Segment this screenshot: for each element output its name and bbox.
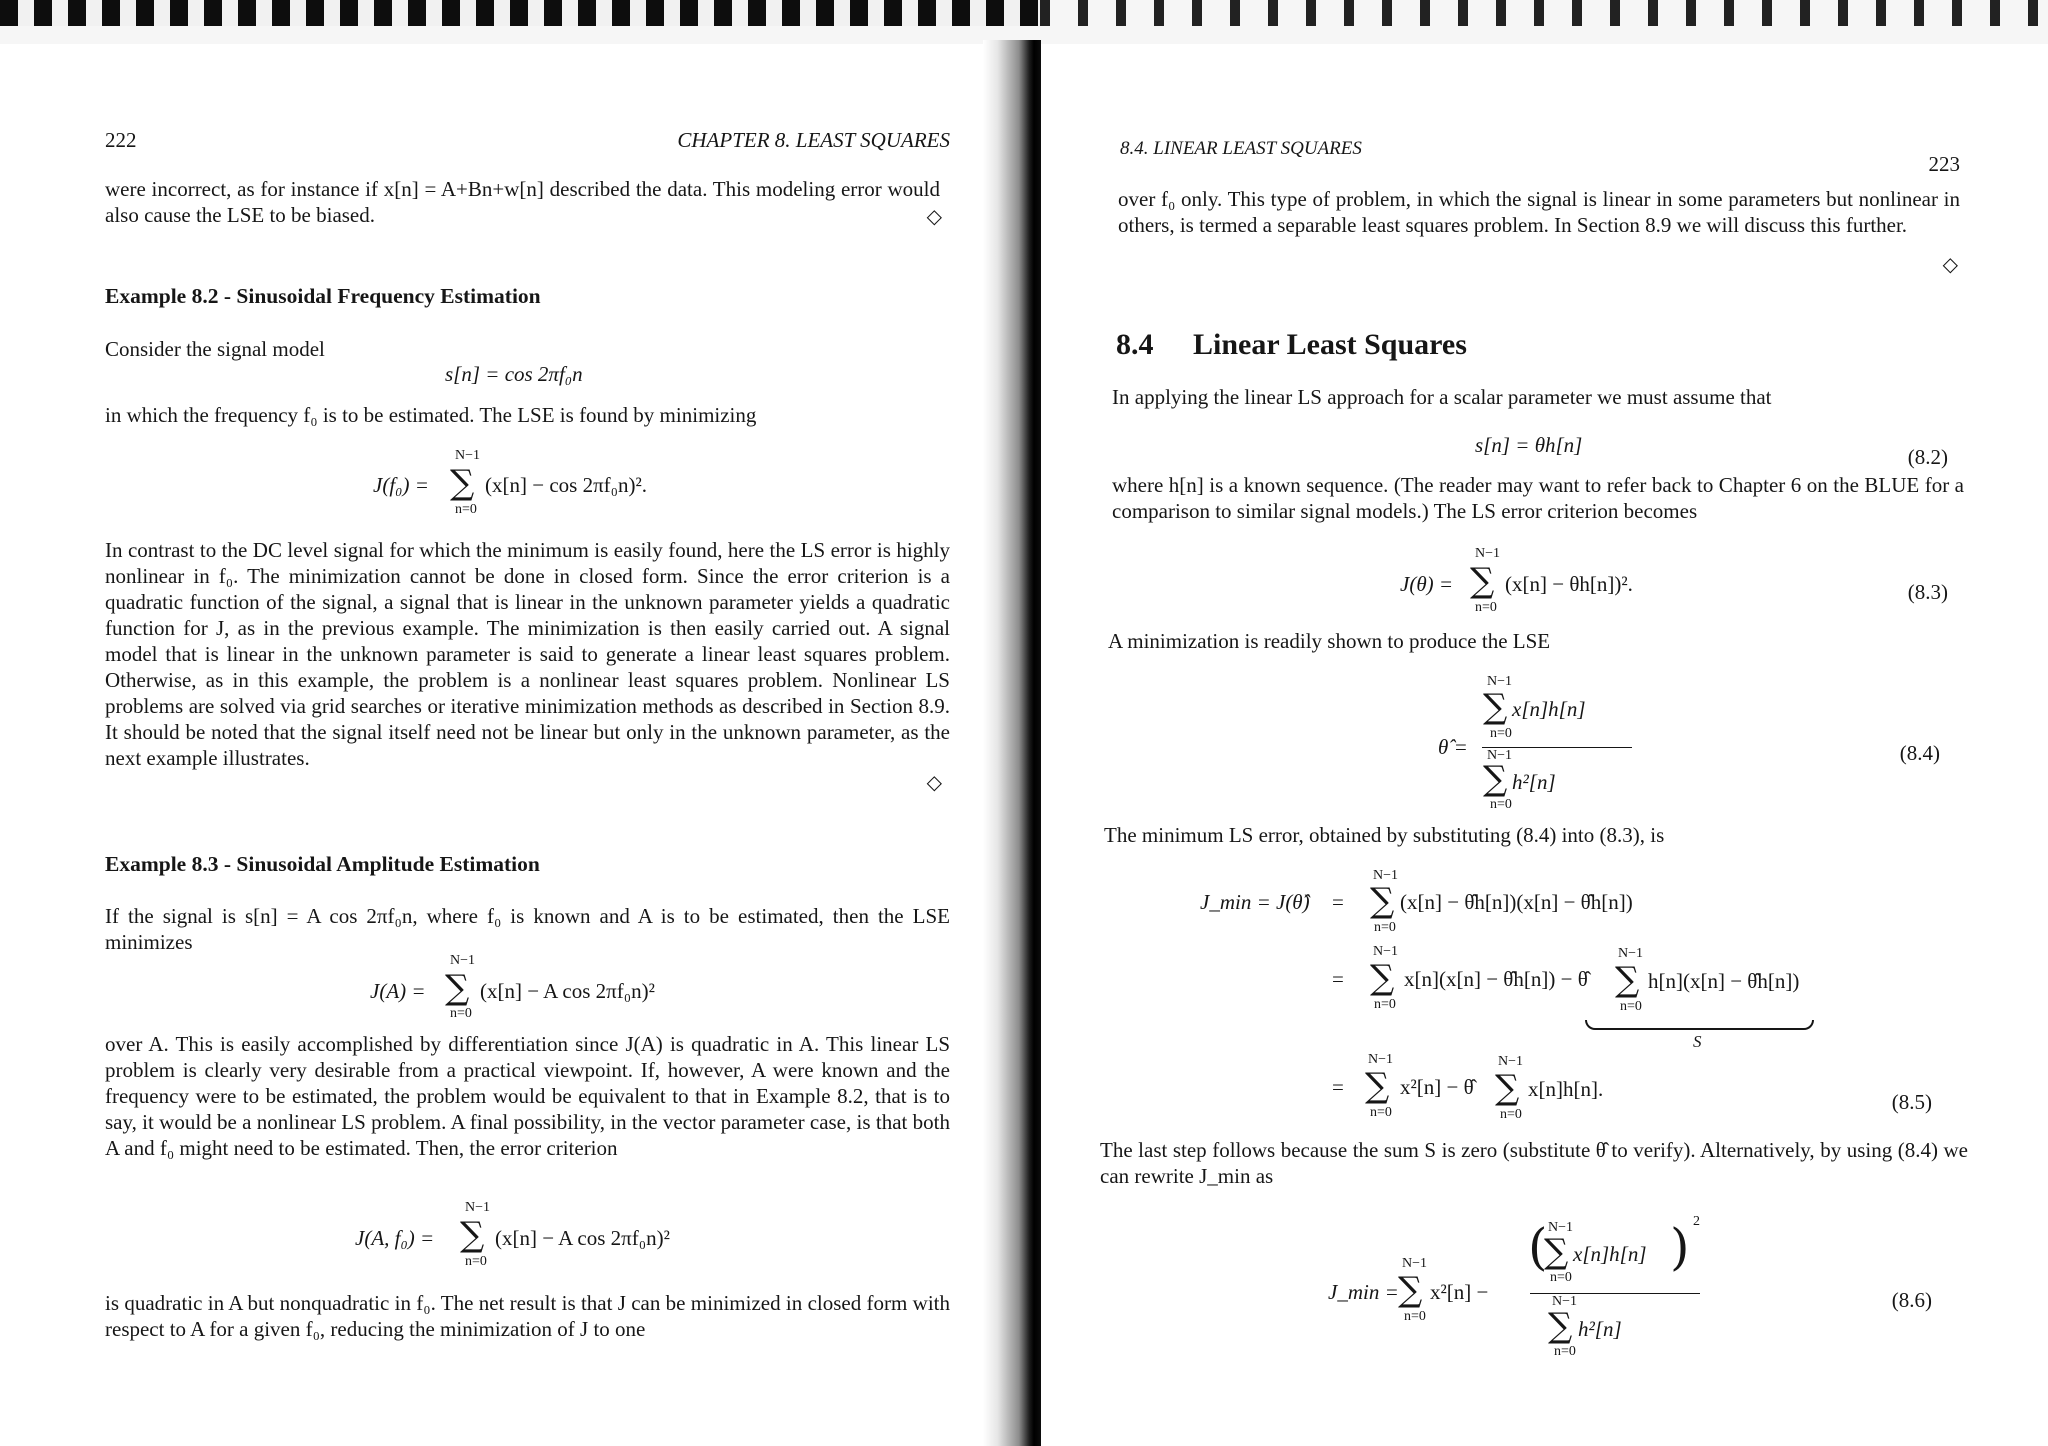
sum-lower: n=0 [1370,1105,1392,1120]
underbrace-label: S [1693,1032,1702,1051]
sum-upper: N−1 [465,1200,491,1215]
J-theta-body: (x[n] − θh[n])². [1505,572,1633,596]
summation-sign: ∑ [460,1215,485,1255]
equals-sign: = [1332,890,1344,914]
section-paragraph-4: The minimum LS error, obtained by substituting (8.4) into (8.3), is [1104,823,1665,847]
line-1-body: (x[n] − θ̂h[n])(x[n] − θ̂h[n]) [1400,890,1633,914]
end-of-example-marker: ◇ [926,770,942,794]
sum-lower: n=0 [1374,920,1396,935]
example-8-3-title: Example 8.3 - Sinusoidal Amplitude Estimation [105,852,540,876]
summation-sign: ∑ [450,463,475,503]
summation-sign: ∑ [1615,960,1640,1000]
equation-8-2: s[n] = θh[n] [1475,433,1583,457]
J-f0-body: (x[n] − cos 2πf₀n)². [485,473,648,497]
sum-lower: n=0 [1490,797,1512,812]
eq86-numerator-body: x[n]h[n] [1573,1242,1647,1266]
left-page [105,0,950,1446]
sum-lower: n=0 [1550,1270,1572,1285]
summation-sign: ∑ [1370,958,1395,998]
underbrace [1585,1020,1814,1030]
line-3-body-a: x²[n] − θ̂ [1400,1075,1474,1099]
summation-sign: ∑ [1483,687,1508,727]
continuation-paragraph: over f₀ only. This type of problem, in which the signal is linear in some parameters but nonlinear in others, is termed a separable least squares problem. In Section 8.9 we will discuss this further. [1118,187,1960,237]
intro-paragraph: were incorrect, as for instance if x[n] = A+Bn+w[n] described the data. This modeling error would also cause the LSE to be biased. [105,177,940,227]
sum-upper: N−1 [1373,868,1399,883]
section-paragraph-5: The last step follows because the sum S is zero (substitute θ̂ to verify). Alternatively, by using (8.4) we can rewrite J_min as [1100,1138,1968,1188]
sum-upper: N−1 [1402,1256,1428,1271]
sum-lower: n=0 [1404,1309,1426,1324]
sum-lower: n=0 [465,1254,487,1269]
example-8-2-lead: Consider the signal model [105,337,325,361]
eq86-first-term: x²[n] − [1430,1280,1489,1304]
summation-sign: ∑ [445,968,470,1008]
signal-model-equation: s[n] = cos 2πf₀n [445,362,583,386]
example-8-3-paragraph: over A. This is easily accomplished by differentiation since J(A) is quadratic in A. This linear LS problem is clearly very desirable from a practical viewpoint. If, however, A were known and the frequency were to be estimated, the problem would be equivalent to that in Example 8.2, that is to say, it would be a nonlinear LS problem. A final possibility, in the vector parameter case, is that both A and f₀ might need to be estimated. Then, the error criterion [105,1032,950,1160]
summation-sign: ∑ [1470,561,1495,601]
equals-sign: = [1332,1075,1344,1099]
right-page [1100,0,1980,1446]
sum-upper: N−1 [455,448,481,463]
summation-sign: ∑ [1398,1270,1423,1310]
eq86-denominator-body: h²[n] [1578,1317,1622,1341]
J-theta-lhs: J(θ) = [1400,572,1454,596]
section-paragraph-2: where h[n] is a known sequence. (The reader may want to refer back to Chapter 6 on the BLUE for a comparison to similar signal models.) The LS error criterion becomes [1112,473,1964,523]
equals-sign: = [1332,967,1344,991]
page-number: 222 [105,128,137,152]
sum-upper: N−1 [1498,1054,1524,1069]
numerator-body: x[n]h[n] [1512,697,1586,721]
J-min-lhs: J_min = [1328,1280,1399,1304]
example-8-2-title: Example 8.2 - Sinusoidal Frequency Estimation [105,284,541,308]
sum-lower: n=0 [1554,1344,1576,1359]
sum-lower: n=0 [450,1006,472,1021]
sum-lower: n=0 [455,502,477,517]
sum-lower: n=0 [1500,1107,1522,1122]
sum-upper: N−1 [450,953,476,968]
denominator-body: h²[n] [1512,770,1556,794]
summation-sign: ∑ [1544,1232,1569,1272]
running-head: 8.4. LINEAR LEAST SQUARES [1120,138,1362,159]
sum-lower: n=0 [1620,999,1642,1014]
section-paragraph-3: A minimization is readily shown to produce the LSE [1108,629,1551,653]
right-paren: ) [1670,1218,1690,1276]
summation-sign: ∑ [1365,1066,1390,1106]
equation-number-8-6: (8.6) [1891,1288,1932,1312]
line-2-body-b: h[n](x[n] − θ̂h[n]) [1648,969,1800,993]
sum-lower: n=0 [1374,997,1396,1012]
summation-sign: ∑ [1483,759,1508,799]
J-A-f0-lhs: J(A, f₀) = [355,1226,435,1250]
J-A-f0-body: (x[n] − A cos 2πf₀n)² [495,1226,670,1250]
sum-lower: n=0 [1475,600,1497,615]
sum-upper: N−1 [1552,1294,1578,1309]
J-A-lhs: J(A) = [370,979,426,1003]
equation-number-8-2: (8.2) [1907,445,1948,469]
equation-number-8-3: (8.3) [1907,580,1948,604]
running-head: CHAPTER 8. LEAST SQUARES [677,128,950,152]
sum-lower: n=0 [1490,726,1512,741]
sum-upper: N−1 [1373,944,1399,959]
sum-upper: N−1 [1548,1220,1574,1235]
example-8-3-lead: If the signal is s[n] = A cos 2πf₀n, where f₀ is known and A is to be estimated, then the LSE minimizes [105,904,950,954]
equation-number-8-4: (8.4) [1899,741,1940,765]
J-f0-lhs: J(f₀) = [373,473,429,497]
theta-hat-lhs: θ̂ = [1438,735,1468,759]
example-8-2-paragraph: In contrast to the DC level signal for which the minimum is easily found, here the LS error is highly nonlinear in f₀. The minimization cannot be done in closed form. Since the error criterion is a quadratic function of the signal, a signal that is linear in the unknown parameter yields a quadratic function for J, as in the previous example. The minimization is then easily carried out. A signal model that is linear in the unknown parameter is said to generate a linear least squares problem. Otherwise, as in this example, the problem is a nonlinear least squares problem. Nonlinear LS problems are solved via grid searches or iterative minimization methods as described in Section 8.9. It should be noted that the signal itself need not be linear but only in the unknown parameter, as the next example illustrates. [105,538,950,770]
end-of-example-marker: ◇ [926,204,942,228]
end-of-example-marker: ◇ [1942,252,1958,276]
sum-upper: N−1 [1487,674,1513,689]
book-gutter-shadow [983,40,1041,1446]
section-title: Linear Least Squares [1193,328,1467,361]
page-number: 223 [1928,152,1960,176]
section-number: 8.4 [1116,328,1154,361]
summation-sign: ∑ [1370,881,1395,921]
line-3-body-b: x[n]h[n]. [1528,1077,1604,1101]
sum-upper: N−1 [1368,1052,1394,1067]
left-paren: ( [1528,1218,1548,1276]
sum-upper: N−1 [1475,546,1501,561]
equation-number-8-5: (8.5) [1891,1090,1932,1114]
example-8-2-after-model: in which the frequency f₀ is to be estimated. The LSE is found by minimizing [105,403,757,427]
summation-sign: ∑ [1495,1068,1520,1108]
sum-upper: N−1 [1487,748,1513,763]
eq86-exponent: 2 [1693,1214,1700,1229]
summation-sign: ∑ [1548,1306,1573,1346]
J-A-body: (x[n] − A cos 2πf₀n)² [480,979,655,1003]
J-min-lhs: J_min = J(θ̂) [1200,890,1310,914]
example-8-3-closing: is quadratic in A but nonquadratic in f₀. The net result is that J can be minimized in closed form with respect to A for a given f₀, reducing the minimization of J to one [105,1291,950,1341]
line-2-body-a: x[n](x[n] − θ̂h[n]) − θ̂ [1404,967,1588,991]
sum-upper: N−1 [1618,946,1644,961]
section-paragraph-1: In applying the linear LS approach for a scalar parameter we must assume that [1112,385,1772,409]
